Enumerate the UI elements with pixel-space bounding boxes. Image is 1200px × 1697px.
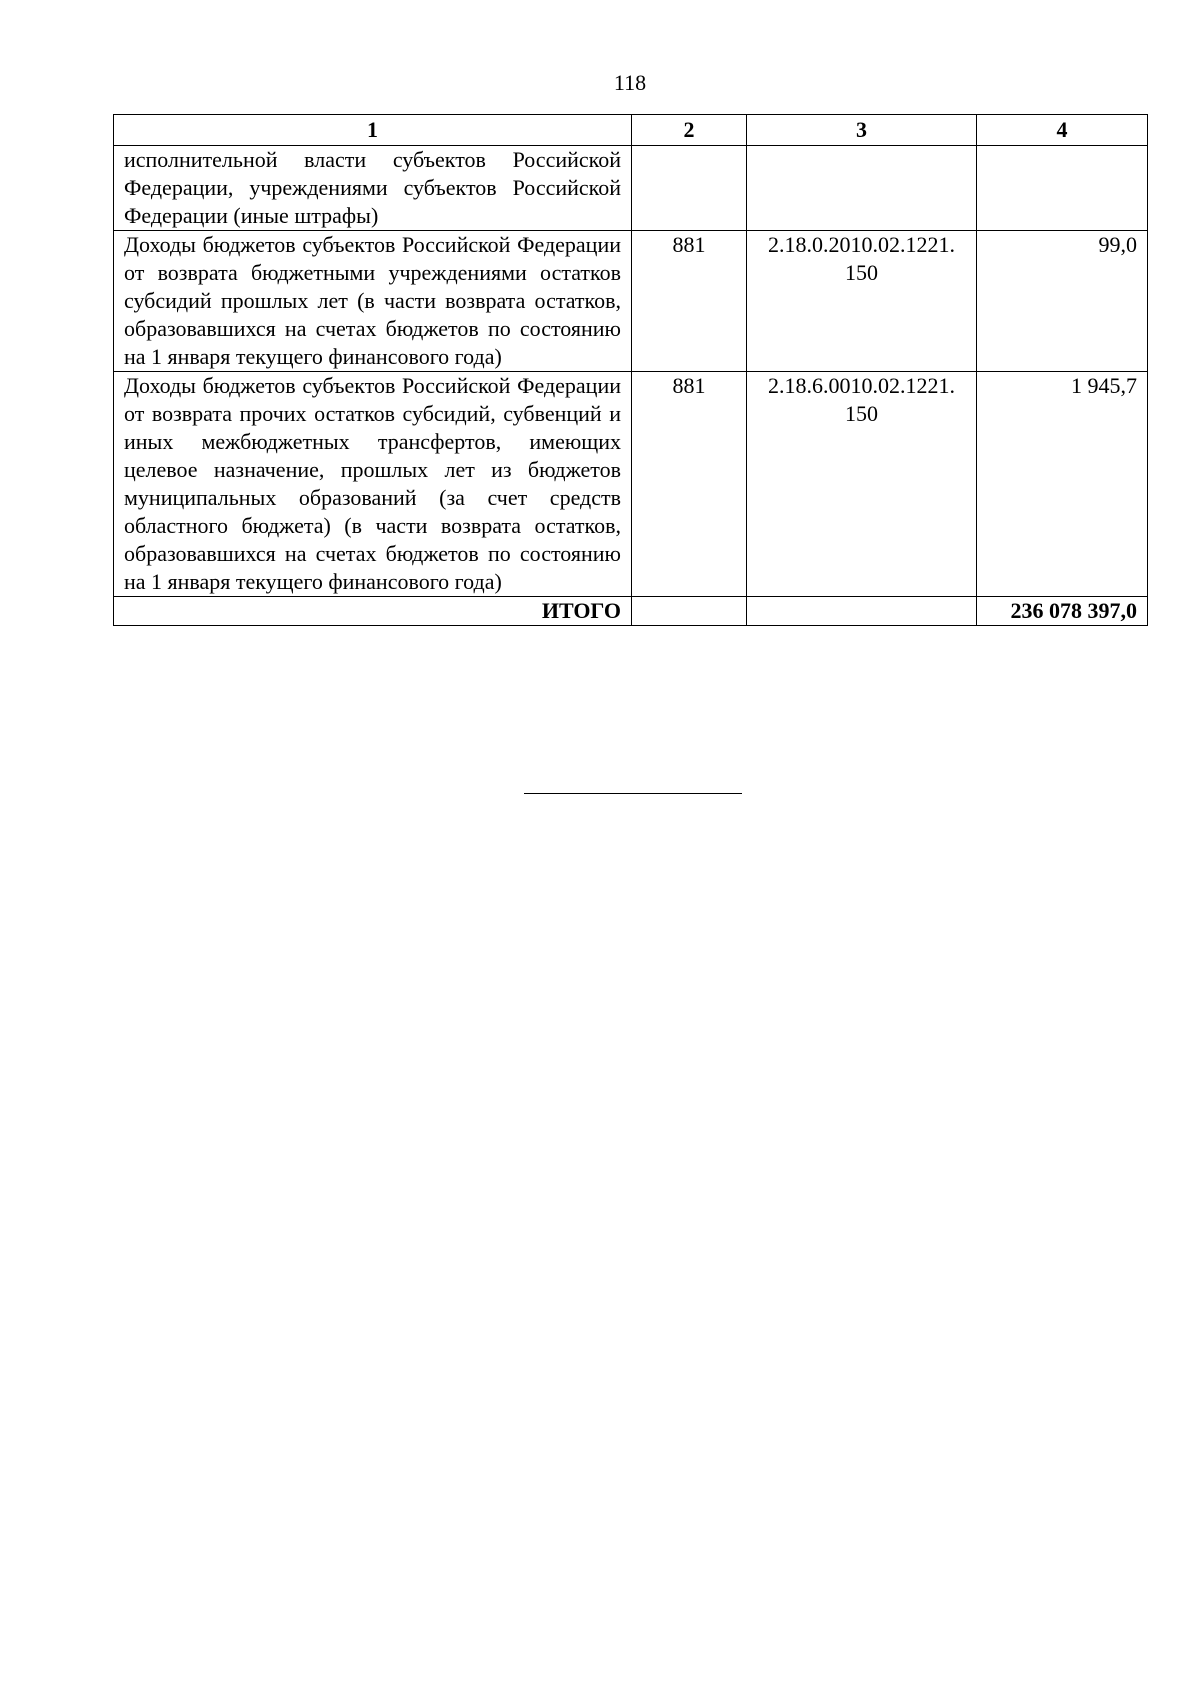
- row-admin-code: [632, 146, 747, 231]
- row-description: Доходы бюджетов субъектов Российской Федерации от возврата бюджетными учреждениями остатков субсидий прошлых лет (в части возврата остатков, образовавшихся на счетах бюджетов по состоянию на 1 января текущего финансового года): [114, 231, 632, 372]
- table-row: [114, 146, 1148, 231]
- table-row: [114, 372, 1148, 597]
- row-admin-code: 881: [632, 231, 747, 372]
- total-amount: 236 078 397,0: [977, 597, 1148, 626]
- total-admin-cell: [632, 597, 747, 626]
- column-header-2: 2: [632, 115, 747, 146]
- row-amount: 99,0: [977, 231, 1148, 372]
- row-description: Доходы бюджетов субъектов Российской Федерации от возврата прочих остатков субсидий, субвенций и иных межбюджетных трансфертов, имеющих целевое назначение, прошлых лет из бюджетов муниципальных образований (за счет средств областного бюджета) (в части возврата остатков, образовавшихся на счетах бюджетов по состоянию на 1 января текущего финансового года): [114, 372, 632, 597]
- total-row: [114, 597, 1148, 626]
- table-header-row: [114, 115, 1148, 146]
- total-code-cell: [747, 597, 977, 626]
- column-header-4: 4: [977, 115, 1148, 146]
- row-amount: 1 945,7: [977, 372, 1148, 597]
- row-admin-code: 881: [632, 372, 747, 597]
- row-budget-code: [747, 146, 977, 231]
- row-budget-code: 2.18.0.2010.02.1221. 150: [747, 231, 977, 372]
- page-number: 118: [613, 70, 647, 95]
- total-label: ИТОГО: [114, 597, 632, 626]
- revenue-table: [113, 114, 1148, 626]
- row-description: исполнительной власти субъектов Российской Федерации, учреждениями субъектов Российской Федерации (иные штрафы): [114, 146, 632, 231]
- end-of-document-line: [524, 793, 742, 794]
- row-amount: [977, 146, 1148, 231]
- column-header-1: 1: [114, 115, 632, 146]
- table-row: [114, 231, 1148, 372]
- column-header-3: 3: [747, 115, 977, 146]
- row-budget-code: 2.18.6.0010.02.1221. 150: [747, 372, 977, 597]
